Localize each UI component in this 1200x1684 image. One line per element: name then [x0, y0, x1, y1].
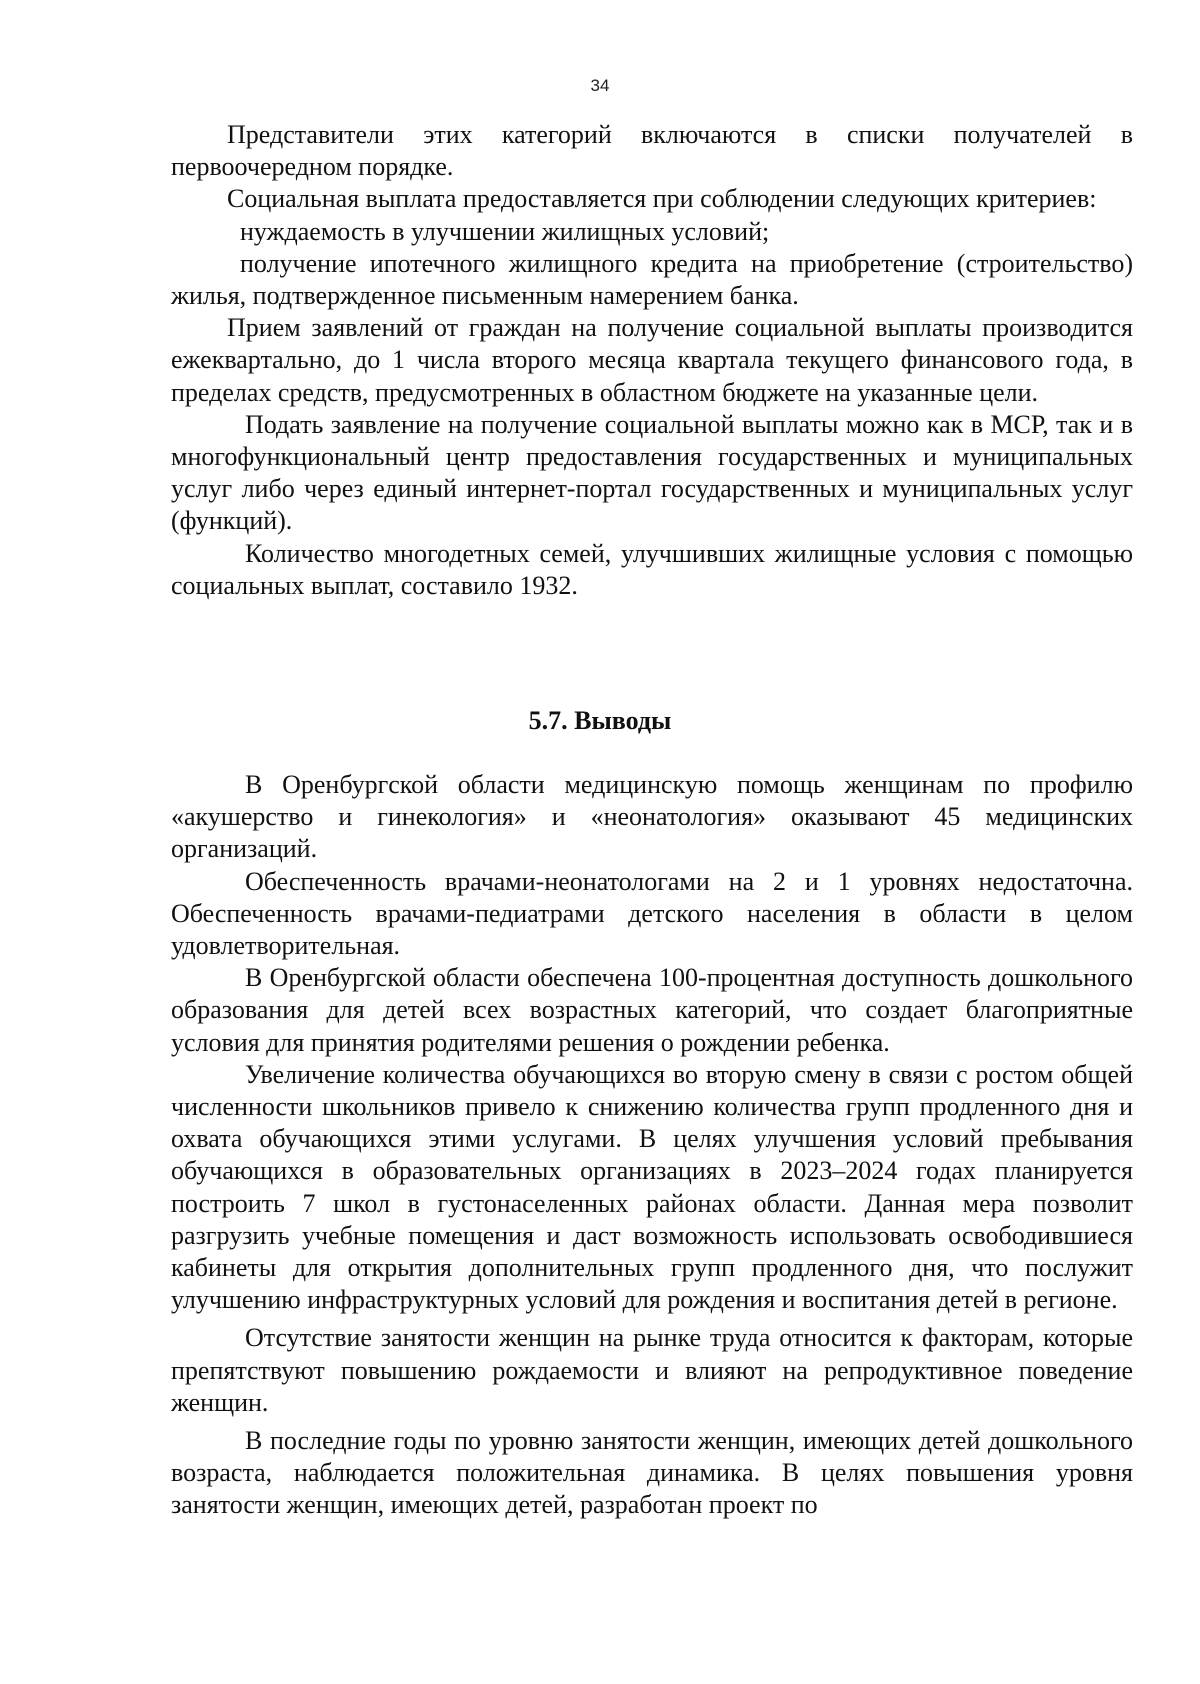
paragraph: Прием заявлений от граждан на получение социальной выплаты производится ежеквартально, до 1 числа второго месяца квартала текущего финансового года, в пределах средств, предусмотренных в областном бюджете на указанные цели.	[171, 313, 1133, 407]
criteria-list-item: получение ипотечного жилищного кредита на приобретение (строительство) жилья, подтвержденное письменным намерением банка.	[171, 248, 1133, 311]
paragraph: Обеспеченность врачами-неонатологами на 2 и 1 уровнях недостаточна. Обеспеченность врачами-педиатрами детского населения в области в целом удовлетворительная.	[171, 866, 1133, 961]
paragraph: Отсутствие занятости женщин на рынке труда относится к факторам, которые препятствуют повышению рождаемости и влияют на репродуктивное поведение женщин.	[171, 1323, 1133, 1417]
text-block-conclusions	[171, 769, 1133, 1522]
section-heading: 5.7. Выводы	[528, 706, 672, 735]
criteria-list-item: нуждаемость в улучшении жилищных условий;	[240, 216, 770, 246]
paragraph: В Оренбургской области обеспечена 100-процентная доступность дошкольного образования для детей всех возрастных категорий, что создает благоприятные условия для принятия родителями решения о рождении ребенка.	[171, 963, 1133, 1057]
page-number: 34	[590, 76, 610, 95]
text-block-social-payment	[171, 119, 1133, 602]
paragraph: Представители этих категорий включаются в списки получателей в первоочередном порядке.	[171, 120, 1133, 182]
paragraph: Социальная выплата предоставляется при соблюдении следующих критериев:	[227, 184, 1097, 214]
paragraph: В последние годы по уровню занятости женщин, имеющих детей дошкольного возраста, наблюдается положительная динамика. В целях повышения уровня занятости женщин, имеющих детей, разработан проект по	[171, 1426, 1133, 1520]
paragraph: В Оренбургской области медицинскую помощь женщинам по профилю «акушерство и гинекология» и «неонатология» оказывают 45 медицинских организаций.	[171, 770, 1133, 864]
paragraph: Увеличение количества обучающихся во вторую смену в связи с ростом общей численности школьников привело к снижению количества групп продленного дня и охвата обучающихся этими услугами. В целях улучшения условий пребывания обучающихся в образовательных организациях в 2023–2024 годах планируется построить 7 школ в густонаселенных районах области. Данная мера позволит разгрузить учебные помещения и даст возможность использовать освободившиеся кабинеты для открытия дополнительных групп продленного дня, что послужит улучшению инфраструктурных условий для рождения и воспитания детей в регионе.	[171, 1059, 1133, 1315]
paragraph: Подать заявление на получение социальной выплаты можно как в МСР, так и в многофункциональный центр предоставления государственных и муниципальных услуг либо через единый интернет-портал государственных и муниципальных услуг (функций).	[171, 409, 1133, 536]
paragraph: Количество многодетных семей, улучшивших жилищные условия с помощью социальных выплат, составило 1932.	[171, 538, 1133, 600]
